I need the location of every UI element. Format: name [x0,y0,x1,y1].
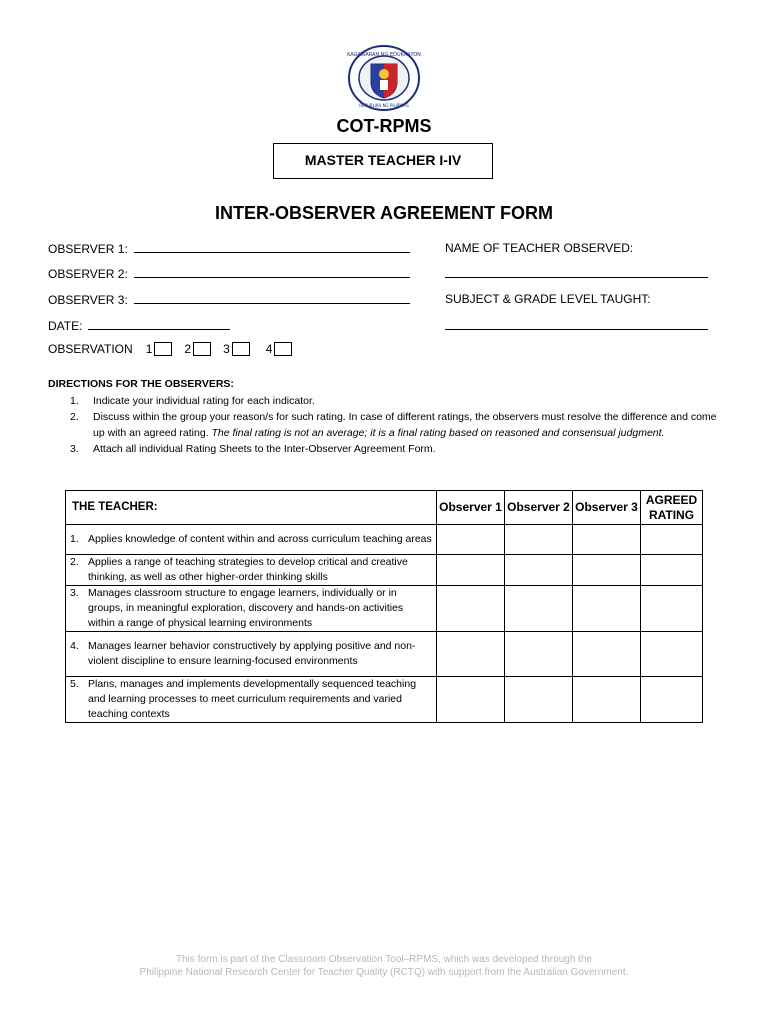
table-row [66,555,703,586]
indicator-1: 1. Applies knowledge of content within and across curriculum teaching areas [66,525,437,555]
teacher-observed-label: NAME OF TEACHER OBSERVED: [445,241,634,255]
rating-cell[interactable] [437,555,505,586]
observer1-label: OBSERVER 1: [48,242,128,256]
direction-item-1: 1. Indicate your individual rating for each indicator. [70,395,315,407]
observer3-label: OBSERVER 3: [48,293,128,307]
rating-cell[interactable] [437,586,505,632]
teacher-observed-field[interactable] [445,266,708,281]
direction-2-italic: The final rating is not an average; it is a final rating based on reasoned and consensual judgment. [211,427,665,439]
rating-cell[interactable] [437,632,505,677]
date-field[interactable] [48,318,230,333]
indicator-2: 2. Applies a range of teaching strategies to develop critical and creative thinking, as well as other higher-order thinking skills [66,555,437,586]
observer2-label: OBSERVER 2: [48,267,128,281]
agreed-rating-cell[interactable] [641,586,703,632]
header-observer-1: Observer 1 [437,491,505,525]
teacher-observed-line[interactable] [445,266,708,278]
observation-checkbox-2[interactable] [193,342,211,356]
agreed-rating-cell[interactable] [641,525,703,555]
table-row [66,586,703,632]
page-title: COT-RPMS [336,116,432,136]
observation-checkbox-3[interactable] [232,342,250,356]
observation-option-2-label: 2 [184,342,192,356]
observation-option-3-label: 3 [223,342,230,356]
footer-note [0,953,768,979]
rating-cell[interactable] [573,525,641,555]
date-line[interactable] [88,318,230,330]
directions-heading: DIRECTIONS FOR THE OBSERVERS: [48,378,234,390]
rating-cell[interactable] [437,525,505,555]
rating-cell[interactable] [573,555,641,586]
direction-item-2: 2. Discuss within the group your reason/s for such rating. In case of different ratings, the observers must resolve the difference and come up with an agreed rating. The final rating is not an average; it is a final rating based on reasoned and consensual judgment. [70,411,717,439]
rating-cell[interactable] [573,586,641,632]
rating-cell[interactable] [437,677,505,723]
deped-seal-icon [347,44,421,112]
rating-cell[interactable] [505,555,573,586]
table-row [66,525,703,555]
observer1-line[interactable] [134,241,410,253]
subject-grade-label: SUBJECT & GRADE LEVEL TAUGHT: [445,292,651,306]
observer2-line[interactable] [134,266,410,278]
observer1-field[interactable] [48,241,410,256]
indicator-4: 4. Manages learner behavior constructively by applying positive and non-violent discipline to ensure learning-focused environments [66,632,437,677]
observation-option-4-label: 4 [265,342,273,356]
direction-2-text: Discuss within the group your reason/s for such rating. In case of different ratings, the observers must resolve the difference and come up with an agreed rating. [93,411,717,439]
observation-checkbox-1[interactable] [154,342,172,356]
agreed-rating-cell[interactable] [641,555,703,586]
indicator-3: 3. Manages classroom structure to engage learners, individually or in groups, in meaningful exploration, discovery and hands-on activities within a range of physical learning environments [66,586,437,632]
rating-cell[interactable] [505,677,573,723]
footer-line-2: Philippine National Research Center for Teacher Quality (RCTQ) with support from the Australian Government. [139,967,629,978]
seal-ring-text: KAGAWARAN NG EDUKASYON [347,52,421,58]
date-label: DATE: [48,319,83,333]
agreed-rating-cell[interactable] [641,632,703,677]
header-observer-3: Observer 3 [573,491,641,525]
rating-cell[interactable] [505,586,573,632]
table-header-row [66,491,703,525]
rating-cell[interactable] [573,677,641,723]
header-the-teacher: THE TEACHER: [66,491,437,525]
direction-item-3: 3. Attach all individual Rating Sheets to the Inter-Observer Agreement Form. [70,443,436,455]
observer3-field[interactable] [48,292,410,307]
rating-cell[interactable] [505,525,573,555]
indicator-5: 5. Plans, manages and implements developmentally sequenced teaching and learning processes to meet curriculum requirements and varied teaching contexts [66,677,437,723]
subject-grade-line[interactable] [445,318,708,330]
rating-table [65,490,703,723]
footer-line-1: This form is part of the Classroom Observation Tool–RPMS, which was developed through the [175,954,593,965]
table-row [66,632,703,677]
seal-bottom-text: REPUBLIKA NG PILIPINAS [359,103,409,108]
rating-cell[interactable] [505,632,573,677]
role-box: MASTER TEACHER I-IV [273,143,493,179]
directions-list [70,393,720,457]
observer2-field[interactable] [48,266,410,281]
table-row [66,677,703,723]
form-title: INTER-OBSERVER AGREEMENT FORM [214,203,554,223]
subject-grade-field[interactable] [445,318,708,333]
header-agreed-rating: AGREED RATING [641,491,703,525]
observation-checkbox-4[interactable] [274,342,292,356]
header-observer-2: Observer 2 [505,491,573,525]
observation-label: OBSERVATION [48,342,133,356]
observation-row [48,342,292,356]
rating-cell[interactable] [573,632,641,677]
observer3-line[interactable] [134,292,410,304]
agreed-rating-cell[interactable] [641,677,703,723]
observation-option-1-label: 1 [145,342,153,356]
